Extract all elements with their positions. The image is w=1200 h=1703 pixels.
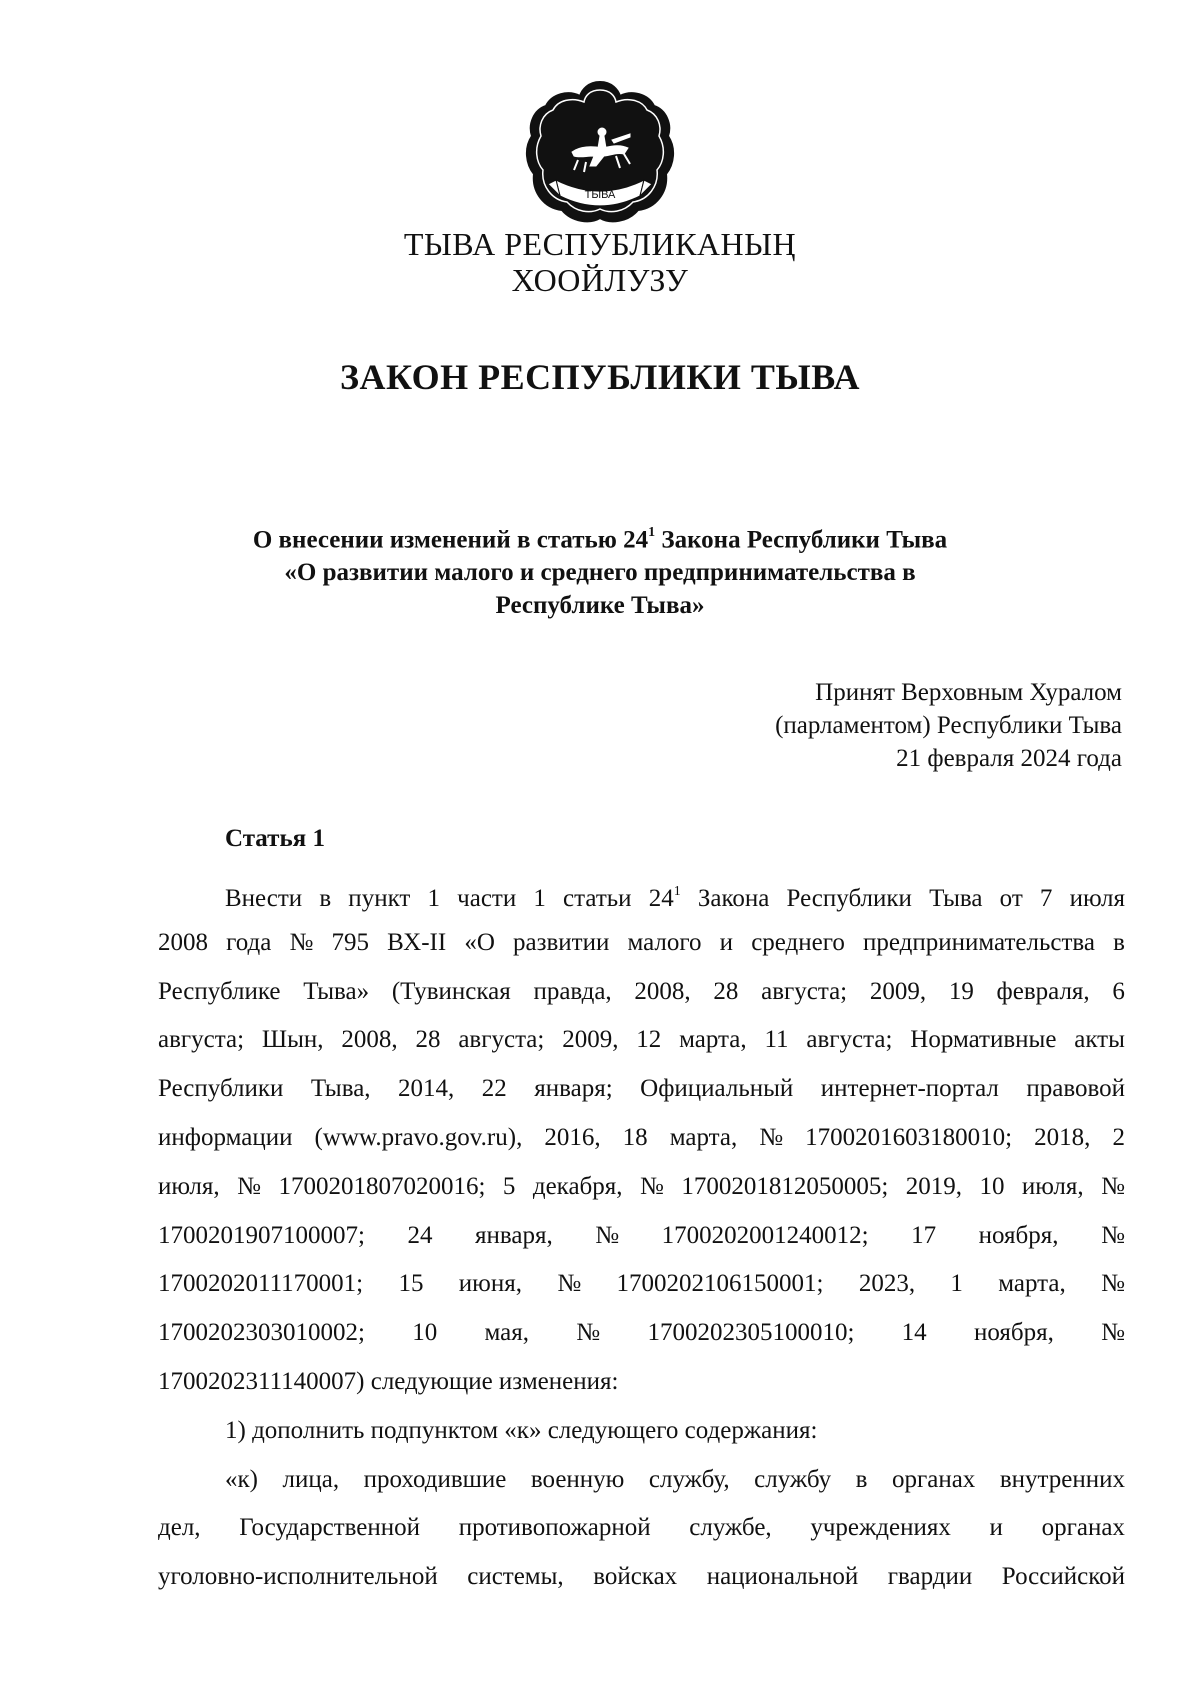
word: службу, <box>648 1465 730 1493</box>
word: 1700202001240012; <box>661 1221 869 1249</box>
word: ноября, <box>978 1221 1059 1249</box>
word: 10 <box>412 1319 438 1347</box>
word: «О <box>464 928 495 956</box>
word: мая, <box>484 1319 530 1347</box>
body-line <box>158 1065 1125 1114</box>
body-line: 1700202311140007) следующие изменения: <box>158 1367 619 1395</box>
word: среднего <box>751 928 845 956</box>
word: службе, <box>689 1514 772 1542</box>
word: в <box>855 1465 868 1493</box>
word: № <box>237 1172 261 1200</box>
word: года <box>226 928 272 956</box>
word: 1 <box>950 1270 963 1298</box>
word: войсках <box>593 1563 678 1591</box>
word: правовой <box>1026 1075 1125 1103</box>
body-line <box>158 1212 1125 1261</box>
word: февраля, <box>996 977 1090 1005</box>
word: августа; <box>806 1026 893 1054</box>
word: № <box>759 1123 784 1151</box>
word: органах <box>1041 1514 1125 1542</box>
word: акты <box>1074 1026 1125 1054</box>
word: Республики <box>158 1075 284 1103</box>
word: 2023, <box>858 1270 916 1298</box>
word: в <box>1113 928 1125 956</box>
word: 19 <box>948 977 974 1005</box>
word: № <box>595 1221 620 1249</box>
word: 2 <box>1112 1123 1125 1151</box>
word: правда, <box>533 977 612 1005</box>
native-title-line1: ТЫВА РЕСПУБЛИКАНЫҢ <box>403 226 797 262</box>
word: 1700202305100010; <box>647 1319 855 1347</box>
word: марта, <box>669 1123 738 1151</box>
word: развитии <box>513 928 610 956</box>
word: лица, <box>282 1465 340 1493</box>
word: предпринимательства <box>863 928 1095 956</box>
word: марта, <box>998 1270 1066 1298</box>
article-body <box>158 870 1125 1602</box>
word: ноября, <box>973 1319 1054 1347</box>
body-line <box>158 1260 1125 1309</box>
word: 10 <box>979 1172 1005 1200</box>
word: 1700201807020016; <box>278 1172 486 1200</box>
word: Тыва, <box>310 1075 371 1103</box>
word: № <box>1101 1172 1125 1200</box>
tyva-emblem <box>520 76 680 226</box>
word: № <box>639 1172 664 1200</box>
word: 22 <box>481 1075 507 1103</box>
word: 2019, <box>905 1172 962 1200</box>
word: 28 <box>415 1026 441 1054</box>
word: 5 <box>502 1172 516 1200</box>
word: августа; <box>158 1026 245 1054</box>
word: (www.pravo.gov.ru), <box>314 1123 523 1151</box>
word: национальной <box>706 1563 859 1591</box>
word: 15 <box>398 1270 424 1298</box>
adoption-line2: (парламентом) Республики Тыва <box>775 712 1122 739</box>
word: 6 <box>1112 977 1125 1005</box>
word: системы, <box>467 1563 564 1591</box>
word: января; <box>534 1075 613 1103</box>
word: службу <box>754 1465 832 1493</box>
word: июня, <box>458 1270 522 1298</box>
word: 24 <box>407 1221 433 1249</box>
word: «к) <box>225 1465 258 1493</box>
word: января, <box>475 1221 553 1249</box>
body-line: Внести в пункт 1 части 1 статьи $24^1$ Закона Республики Тыва от 7 июля <box>225 884 1125 913</box>
word: 2009, <box>562 1026 619 1054</box>
word: 1700201907100007; <box>158 1221 365 1249</box>
subject-line1: О внесении изменений в статью $24^1$ Закона Республики Тыва <box>252 525 948 554</box>
word: (Тувинская <box>391 977 511 1005</box>
adoption-note <box>775 676 1122 775</box>
article-heading: Статья 1 <box>225 825 325 852</box>
word: 1700201603180010; <box>805 1123 1013 1151</box>
word: уголовно-исполнительной <box>158 1563 438 1591</box>
word: № <box>1101 1319 1125 1347</box>
word: июля, <box>1021 1172 1084 1200</box>
word: августа; <box>761 977 848 1005</box>
word: 795 <box>331 928 369 956</box>
body-line <box>158 919 1125 968</box>
word: 28 <box>713 977 739 1005</box>
law-title: ЗАКОН РЕСПУБЛИКИ ТЫВА <box>339 357 861 397</box>
word: 12 <box>636 1026 662 1054</box>
word: военную <box>530 1465 625 1493</box>
word: 2018, <box>1034 1123 1091 1151</box>
word: Государственной <box>239 1514 421 1542</box>
word: 2014, <box>398 1075 455 1103</box>
word: Российской <box>1001 1563 1125 1591</box>
word: и <box>719 928 734 956</box>
word: интернет-портал <box>820 1075 999 1103</box>
word: № <box>289 928 314 956</box>
word: № <box>576 1319 601 1347</box>
word: и <box>989 1514 1003 1542</box>
subject-line3: Республике Тыва» <box>495 592 705 620</box>
law-subject <box>150 518 1050 622</box>
word: 1700201812050005; <box>681 1172 889 1200</box>
word: марта, <box>679 1026 747 1054</box>
emblem-ribbon-text: ТЫВА <box>584 189 616 201</box>
body-line <box>158 968 1125 1017</box>
body-line <box>158 1163 1125 1212</box>
word: 2008, <box>634 977 691 1005</box>
word: ВХ-II <box>387 928 447 956</box>
word: органах <box>891 1465 976 1493</box>
word: № <box>1101 1270 1125 1298</box>
word: № <box>557 1270 582 1298</box>
word: августа; <box>458 1026 545 1054</box>
word: гвардии <box>887 1563 973 1591</box>
word: дел, <box>158 1514 201 1542</box>
word: 1700202303010002; <box>158 1319 365 1347</box>
word: Официальный <box>640 1075 794 1103</box>
word: 11 <box>764 1026 789 1054</box>
adoption-line3: 21 февраля 2024 года <box>896 745 1122 772</box>
body-line <box>158 1456 1125 1505</box>
body-line <box>158 1016 1125 1065</box>
word: декабря, <box>532 1172 623 1200</box>
word: 2008, <box>341 1026 398 1054</box>
body-line <box>158 1504 1125 1553</box>
word: Республике <box>158 977 281 1005</box>
word: проходившие <box>363 1465 507 1493</box>
word: № <box>1101 1221 1125 1249</box>
word: противопожарной <box>458 1514 651 1542</box>
body-line <box>158 1114 1125 1163</box>
native-title-line2: ХООЙЛУЗУ <box>511 262 689 298</box>
word: учреждениях <box>810 1514 951 1542</box>
tyva-coat-of-arms-icon <box>520 76 680 226</box>
word: Шын, <box>261 1026 324 1054</box>
word: информации <box>158 1123 293 1151</box>
word: Тыва» <box>303 977 370 1005</box>
word: июля, <box>158 1172 220 1200</box>
body-line <box>158 1309 1125 1358</box>
word: малого <box>627 928 702 956</box>
word: 17 <box>911 1221 937 1249</box>
word: 1700202011170001; <box>158 1270 364 1298</box>
word: 14 <box>901 1319 927 1347</box>
word: 1700202106150001; <box>616 1270 824 1298</box>
word: 18 <box>622 1123 648 1151</box>
adoption-line1: Принят Верховным Хуралом <box>815 679 1122 706</box>
subject-line2: «О развитии малого и среднего предпринимательства в <box>284 559 916 587</box>
body-line: 1) дополнить подпунктом «к» следующего содержания: <box>225 1416 818 1444</box>
word: Нормативные <box>910 1026 1057 1054</box>
word: 2009, <box>869 977 927 1005</box>
word: 2016, <box>544 1123 601 1151</box>
word: 2008 <box>158 928 208 956</box>
body-line <box>158 1553 1125 1602</box>
word: внутренних <box>999 1465 1125 1493</box>
